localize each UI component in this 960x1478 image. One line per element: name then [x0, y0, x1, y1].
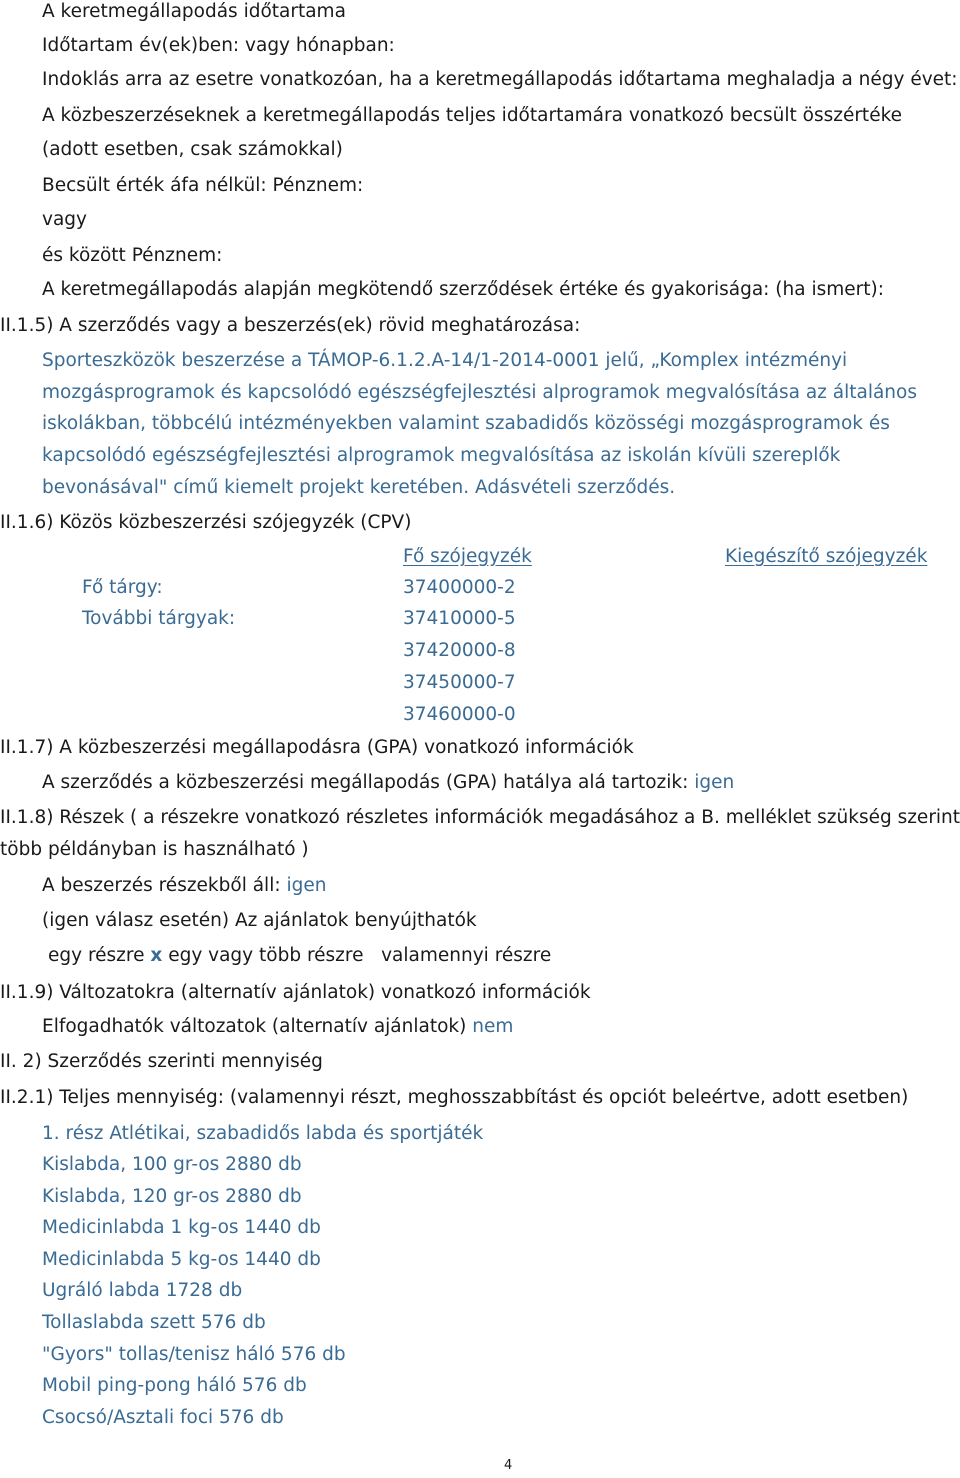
section-ii-1-7-heading: II.1.7) A közbeszerzési megállapodásra (GPA) vonatkozó információk — [0, 737, 634, 758]
cpv-additional-code: 37410000-5 — [403, 608, 516, 629]
description-line-5: bevonásával" című kiemelt projekt keretében. Adásvételi szerződés. — [42, 477, 676, 498]
cpv-main-object-label: Fő tárgy: — [82, 577, 163, 598]
cpv-supplementary-vocabulary-header: Kiegészítő szójegyzék — [725, 546, 928, 567]
justification-text: Indoklás arra az esetre vonatkozóan, ha a keretmegállapodás időtartama meghaladja a négy évet: — [42, 69, 958, 90]
page-number: 4 — [504, 1458, 513, 1473]
description-line-3: iskolákban, többcélú intézményekben valamint szabadidős közösségi mozgásprogramok és — [42, 413, 890, 434]
quantity-item: Kislabda, 120 gr-os 2880 db — [42, 1186, 302, 1207]
cpv-main-vocabulary-header: Fő szójegyzék — [403, 546, 532, 567]
section-ii-1-5-heading: II.1.5) A szerződés vagy a beszerzés(ek) rövid meghatározása: — [0, 315, 581, 336]
option-one-part: egy részre — [48, 945, 145, 966]
offer-options-line — [48, 944, 551, 968]
total-value-line-2: (adott esetben, csak számokkal) — [42, 139, 343, 160]
cpv-additional-code: 37460000-0 — [403, 704, 516, 725]
variants-line — [42, 1015, 513, 1039]
gpa-value: igen — [694, 772, 735, 793]
quantity-item: Tollaslabda szett 576 db — [42, 1312, 266, 1333]
offers-line: (igen válasz esetén) Az ajánlatok benyújthatók — [42, 910, 477, 931]
or-line: vagy — [42, 209, 87, 230]
section-ii-1-6-heading: II.1.6) Közös közbeszerzési szójegyzék (CPV) — [0, 512, 412, 533]
quantity-item: Mobil ping-pong háló 576 db — [42, 1375, 307, 1396]
contract-value-frequency: A keretmegállapodás alapján megkötendő szerződések értéke és gyakorisága: (ha ismert): — [42, 279, 884, 300]
gpa-line — [42, 771, 734, 795]
section-ii-2-heading: II. 2) Szerződés szerinti mennyiség — [0, 1051, 323, 1072]
section-ii-1-8-heading-2: több példányban is használható ) — [0, 839, 309, 860]
selected-option-mark: x — [150, 945, 163, 966]
description-line-4: kapcsolódó egészségfejlesztési alprogramok megvalósítása az iskolán kívüli szereplők — [42, 445, 841, 466]
gpa-text: A szerződés a közbeszerzési megállapodás (GPA) hatálya alá tartozik: — [42, 772, 689, 793]
between-line: és között Pénznem: — [42, 245, 223, 266]
description-line-2: mozgásprogramok és kapcsolódó egészségfejlesztési alprogramok megvalósítása az általános — [42, 382, 917, 403]
cpv-main-object-code: 37400000-2 — [403, 577, 516, 598]
option-all-parts: valamennyi részre — [381, 945, 552, 966]
description-line-1: Sporteszközök beszerzése a TÁMOP-6.1.2.A-14/1-2014-0001 jelű, „Komplex intézményi — [42, 350, 848, 371]
parts-value: igen — [286, 875, 327, 896]
variants-value: nem — [472, 1016, 514, 1037]
parts-text: A beszerzés részekből áll: — [42, 875, 281, 896]
duration-heading: A keretmegállapodás időtartama — [42, 1, 346, 22]
variants-text: Elfogadhatók változatok (alternatív ajánlatok) — [42, 1016, 467, 1037]
section-ii-1-9-heading: II.1.9) Változatokra (alternatív ajánlatok) vonatkozó információk — [0, 982, 591, 1003]
quantity-item: Csocsó/Asztali foci 576 db — [42, 1407, 284, 1428]
quantity-item: Medicinlabda 1 kg-os 1440 db — [42, 1217, 321, 1238]
duration-years-months: Időtartam év(ek)ben: vagy hónapban: — [42, 35, 395, 56]
total-value-line-1: A közbeszerzéseknek a keretmegállapodás teljes időtartamára vonatkozó becsült összértéke — [42, 105, 903, 126]
cpv-additional-code: 37420000-8 — [403, 640, 516, 661]
quantity-item: Ugráló labda 1728 db — [42, 1280, 243, 1301]
parts-line — [42, 874, 326, 898]
section-ii-2-1-heading: II.2.1) Teljes mennyiség: (valamennyi részt, meghosszabbítást és opciót beleértve, adott esetben) — [0, 1087, 909, 1108]
cpv-additional-objects-label: További tárgyak: — [82, 608, 236, 629]
option-one-or-more-parts: egy vagy több részre — [168, 945, 364, 966]
section-ii-1-8-heading-1: II.1.8) Részek ( a részekre vonatkozó részletes információk megadásához a B. melléklet szükség szerint — [0, 807, 960, 828]
quantity-item: 1. rész Atlétikai, szabadidős labda és sportjáték — [42, 1123, 484, 1144]
estimated-value-line: Becsült érték áfa nélkül: Pénznem: — [42, 175, 364, 196]
quantity-item: Medicinlabda 5 kg-os 1440 db — [42, 1249, 321, 1270]
quantity-item: "Gyors" tollas/tenisz háló 576 db — [42, 1344, 346, 1365]
quantity-item: Kislabda, 100 gr-os 2880 db — [42, 1154, 302, 1175]
cpv-additional-code: 37450000-7 — [403, 672, 516, 693]
